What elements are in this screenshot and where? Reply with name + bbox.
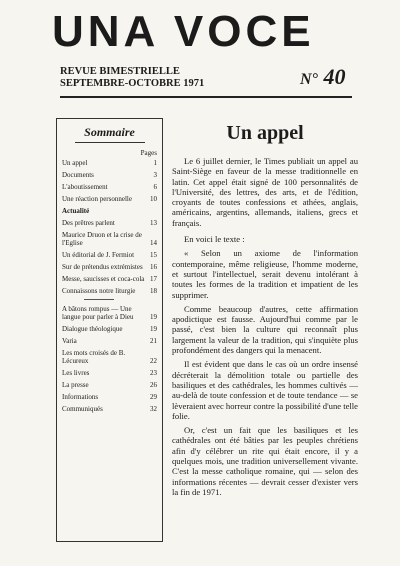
table-of-contents — [56, 118, 163, 542]
toc-item-label: Les mots croisés de B. Lécureux — [62, 349, 126, 365]
toc-item-label: La presse — [62, 381, 89, 389]
toc-item[interactable] — [62, 231, 157, 247]
article-paragraph: Comme beaucoup d'autres, cette affirmation apodictique est fausse. Aujourd'hui comme par le passé, c'est bien la culture qui reconnaît plus largement la valeur de la tradition, qui s'inquiète plus profondément des dangers qui la menacent. — [172, 303, 358, 356]
toc-item[interactable] — [62, 349, 157, 365]
toc-item-page: 19 — [150, 313, 157, 321]
toc-item[interactable] — [62, 369, 157, 377]
toc-item[interactable] — [62, 251, 157, 259]
article-paragraph: « Selon un axiome de l'information contemporaine, même religieuse, l'homme moderne, et surtout l'intellectuel, serait devenu intolérant à toutes les formes de la tradition et impatient de les supprimer. — [172, 248, 358, 300]
toc-item-page: 6 — [153, 183, 157, 191]
toc-pages-header: Pages — [140, 149, 157, 157]
issue-number — [300, 65, 345, 92]
toc-item-page: 22 — [150, 357, 157, 365]
toc-item-label: L'aboutissement — [62, 183, 108, 191]
toc-item-page: 10 — [150, 195, 157, 203]
toc-item-label: Sur de prétendus extrémistes — [62, 263, 143, 271]
toc-item-page: 26 — [150, 381, 157, 389]
toc-item-label: Informations — [62, 393, 99, 401]
toc-item-page: 1 — [153, 159, 157, 167]
toc-item[interactable] — [62, 263, 157, 271]
toc-item[interactable] — [62, 325, 157, 333]
toc-item-label: Dialogue théologique — [62, 325, 123, 333]
toc-item-page: 15 — [150, 251, 157, 259]
toc-item-label: Communiqués — [62, 405, 103, 413]
toc-item[interactable] — [62, 393, 157, 401]
toc-item-label: Varia — [62, 337, 77, 345]
toc-item[interactable] — [62, 171, 157, 179]
article-title: Un appel — [226, 122, 304, 144]
toc-item-page: 29 — [150, 393, 157, 401]
toc-item-page: 16 — [150, 263, 157, 271]
toc-item-page: 17 — [150, 275, 157, 283]
article-paragraph: Or, c'est un fait que les basiliques et les cathédrales ont été bâties par les peuples chrétiens afin d'y célébrer un rite qui était encore, il y a quelques mois, une tradition universellement vivante. C'est la messe catholique romaine, qui — selon des informations récentes — devrait cesser d'exister vers la fin de 1971. — [172, 425, 358, 497]
toc-item-label: Un éditorial de J. Fermiot — [62, 251, 135, 259]
toc-item-label: Un appel — [62, 159, 88, 167]
header-rule — [60, 96, 352, 98]
subtitle-frequency: REVUE BIMESTRIELLE — [60, 66, 180, 77]
toc-title: Sommaire — [84, 125, 135, 139]
toc-item[interactable] — [62, 381, 157, 389]
toc-divider — [84, 299, 114, 300]
toc-item[interactable] — [62, 405, 157, 413]
article-paragraph: En voici le texte : — [184, 234, 245, 245]
toc-item-page: 3 — [153, 171, 157, 179]
toc-item-label: Les livres — [62, 369, 90, 377]
issue-prefix: N° — [300, 71, 318, 88]
toc-item[interactable] — [62, 219, 157, 227]
toc-item-page: 21 — [150, 337, 157, 345]
journal-subtitle — [60, 66, 204, 90]
toc-item[interactable] — [62, 305, 157, 321]
toc-item-page: 13 — [150, 219, 157, 227]
toc-item-label: Messe, saucisses et coca-cola — [62, 275, 145, 283]
toc-item[interactable] — [62, 183, 157, 191]
toc-item[interactable] — [62, 287, 157, 295]
toc-item[interactable] — [62, 159, 157, 167]
article-paragraph: Le 6 juillet dernier, le Times publiait un appel au Saint-Siège en faveur de la messe traditionnelle en latin. Cet appel était signé de 100 personnalités de l'Université, des lettres, des arts, et de l'édition, croyants de toutes confessions et athées, anglais, américains, argentins, allemands, italiens, grecs et français. — [172, 156, 358, 228]
journal-title: UNA VOCE — [52, 7, 315, 56]
toc-item-page: 32 — [150, 405, 157, 413]
article — [172, 118, 358, 501]
subtitle-date: SEPTEMBRE-OCTOBRE 1971 — [60, 78, 205, 89]
toc-item[interactable] — [62, 275, 157, 283]
issue-value: 40 — [323, 64, 346, 89]
toc-section-heading — [62, 207, 157, 215]
toc-item-label: Maurice Druon et la crise de l'Eglise — [62, 231, 142, 247]
toc-item-page: 23 — [150, 369, 157, 377]
toc-title-divider — [75, 142, 145, 143]
toc-item-page: 19 — [150, 325, 157, 333]
toc-item-page: 18 — [150, 287, 157, 295]
article-paragraph: Il est évident que dans le cas où un ordre insensé décréterait la démolition totale ou partielle des basiliques et des cathédrales, les hommes cultivés — au-delà de toute confession et de toute tendance — se lèveraient avec horreur contre la possibilité d'une telle folie. — [172, 359, 358, 421]
toc-item[interactable] — [62, 195, 157, 203]
toc-item-label: Documents — [62, 171, 94, 179]
toc-item[interactable] — [62, 337, 157, 345]
toc-item-label: Connaissons notre liturgie — [62, 287, 136, 295]
toc-item-label: Des prêtres parlent — [62, 219, 115, 227]
toc-item-page: 14 — [150, 239, 157, 247]
toc-item-label: Actualité — [62, 207, 90, 215]
toc-item-label: Une réaction personnelle — [62, 195, 132, 203]
toc-item-label: A bâtons rompus — Une langue pour parler à Dieu — [62, 305, 134, 321]
